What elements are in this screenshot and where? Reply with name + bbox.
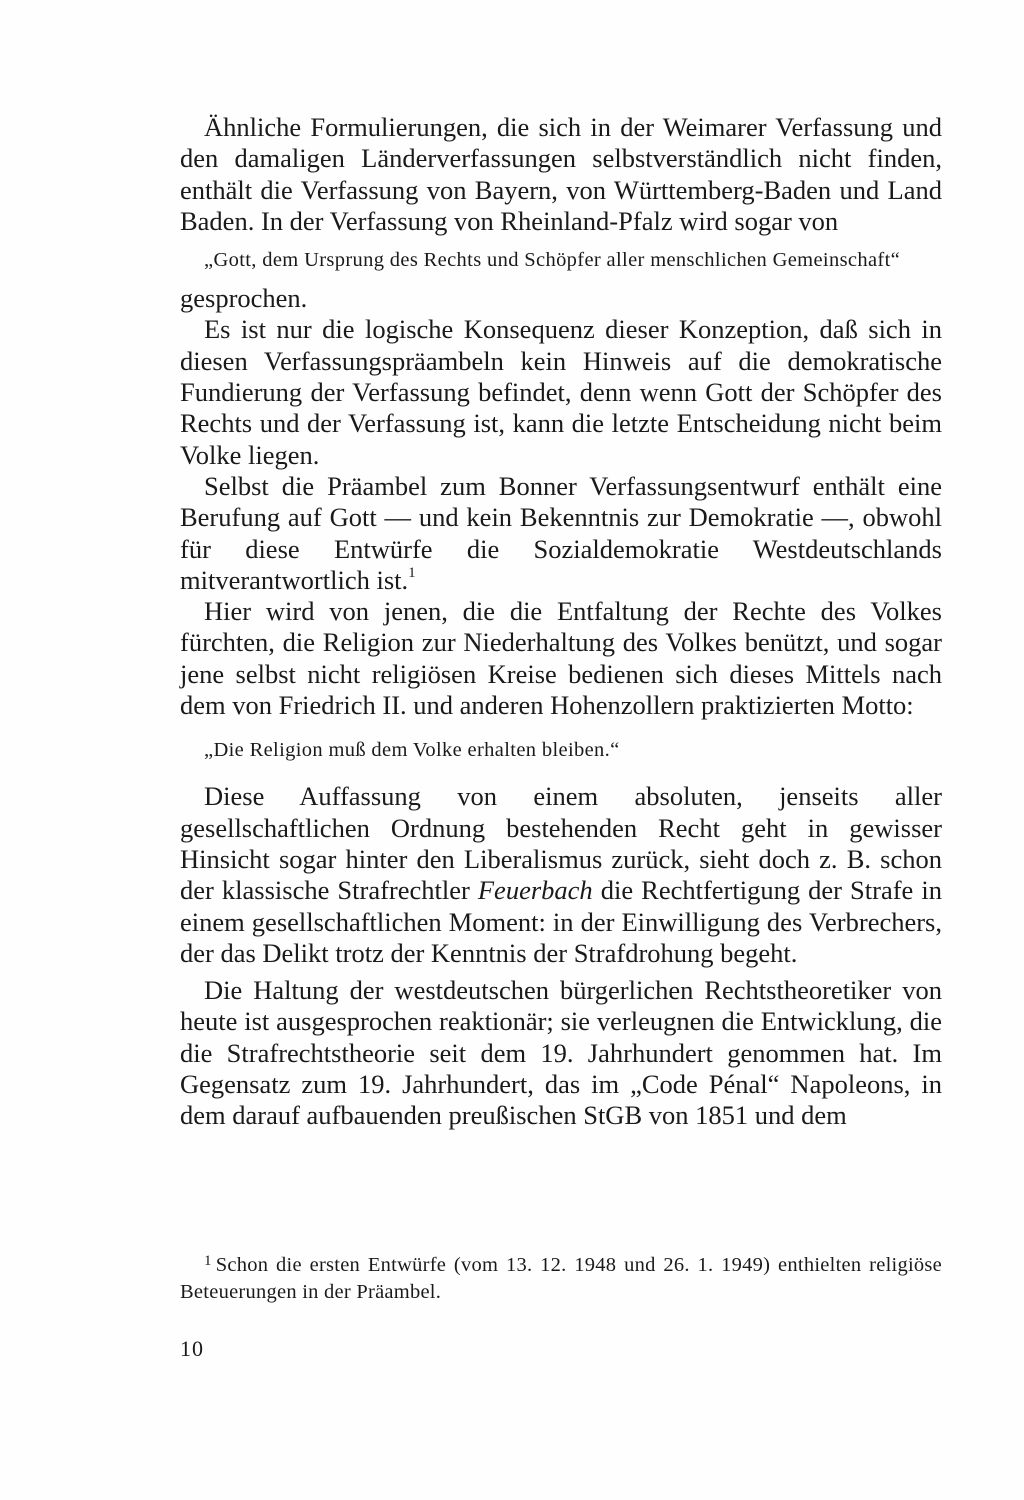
block-quote-1: „Gott, dem Ursprung des Rechts und Schöpfer aller menschlichen Gemeinschaft“ — [204, 249, 901, 272]
name-feuerbach: Feuerbach — [477, 875, 593, 906]
block-quote-2: „Die Religion muß dem Volke erhalten bleiben.“ — [204, 739, 620, 762]
footnote-text: Schon die ersten Entwürfe (vom 13. 12. 1948 und 26. 1. 1949) enthielten religiöse Beteuerungen in der Präambel. — [180, 1254, 942, 1303]
paragraph-4 — [180, 471, 942, 596]
footnote-reference[interactable]: 1 — [408, 565, 416, 582]
paragraph-6 — [180, 781, 942, 969]
paragraph-5: Hier wird von jenen, die die Entfaltung der Rechte des Volkes fürchten, die Religion zur Niederhaltung des Volkes benützt, und sogar jene selbst nicht religiösen Kreise bedienen sich dieses Mittels nach dem von Friedrich II. und anderen Hohenzollern praktizierten Motto: — [180, 596, 942, 721]
paragraph-3: Es ist nur die logische Konsequenz dieser Konzeption, daß sich in diesen Verfassungspräambeln kein Hinweis auf die demokratische Fundierung der Verfassung befindet, denn wenn Gott der Schöpfer des Rechts und der Verfassung ist, kann die letzte Entscheidung nicht beim Volke liegen. — [180, 314, 942, 470]
paragraph-6-text-start: Diese Auffassung von einem absoluten, jenseits aller gesellschaftlichen Ordnung bestehenden Recht geht in gewisser Hinsicht sogar hinter den Liberalismus zurück, sieht doch z. B. schon der klassische Strafrechtler — [180, 781, 942, 906]
paragraph-1: Ähnliche Formulierungen, die sich in der Weimarer Verfassung und den damaligen Länderverfassungen selbstverständlich nicht finden, enthält die Verfassung von Bayern, von Württemberg-Baden und Land Baden. In der Verfassung von Rheinland-Pfalz wird sogar von — [180, 112, 942, 236]
paragraph-7: Die Haltung der westdeutschen bürgerlichen Rechtstheoretiker von heute ist ausgesprochen reaktionär; sie verleugnen die Entwicklung, die die Strafrechtstheorie seit dem 19. Jahrhundert genommen hat. Im Gegensatz zum 19. Jahrhundert, das im „Code Pénal“ Napoleons, in dem darauf aufbauenden preußischen StGB von 1851 und dem — [180, 975, 942, 1131]
paragraph-6-text-end: die Rechtfertigung der Strafe in einem gesellschaftlichen Moment: in der Einwilligung des Verbrechers, der das Delikt trotz der Kenntnis der Strafdrohung begeht. — [180, 875, 942, 968]
paragraph-4-text: Selbst die Präambel zum Bonner Verfassungsentwurf enthält eine Berufung auf Gott — und kein Bekenntnis zur Demokratie —, obwohl für diese Entwürfe die Sozialdemokratie Westdeutschlands mitverantwortlich ist. — [180, 470, 942, 595]
paragraph-2: gesprochen. — [180, 283, 308, 314]
main-text — [180, 112, 942, 1132]
footnote-mark: 1 — [204, 1253, 212, 1269]
footnote — [180, 1248, 942, 1306]
page-number: 10 — [180, 1336, 204, 1361]
